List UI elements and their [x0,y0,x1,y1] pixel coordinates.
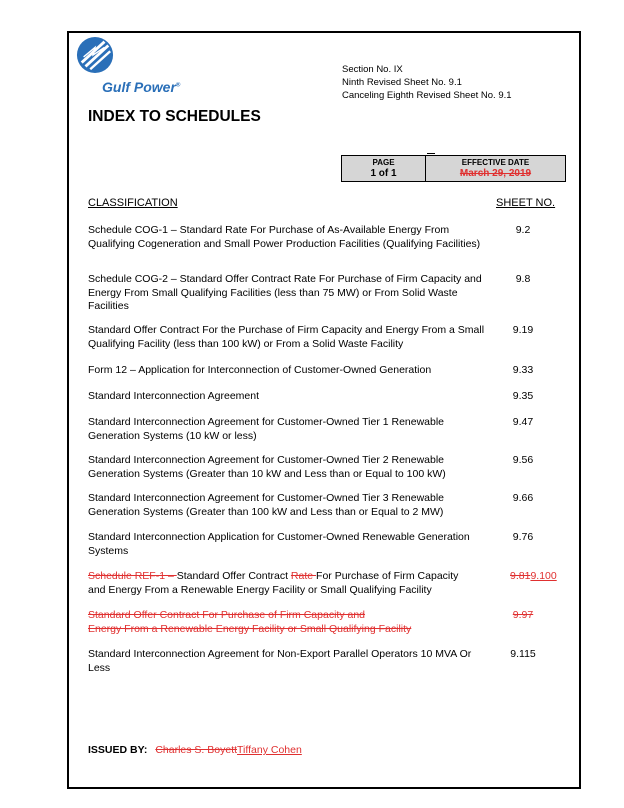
page-title: INDEX TO SCHEDULES [88,108,261,125]
gulf-power-logo-icon [76,36,114,74]
entry-sheet: 9.56 [512,454,534,466]
entry-sheet: 9.115 [510,648,536,660]
page-value: 1 of 1 [370,168,397,179]
revised-sheet: Ninth Revised Sheet No. 9.1 [342,77,462,88]
deleted-sheet-number: 9.81 [510,570,531,582]
page-label: PAGE [372,158,395,167]
entry-sheet: 9.35 [512,390,534,402]
entry-sheet: 9.19 [512,324,534,336]
inserted-sheet-number: 9.100 [530,570,557,582]
deleted-line: Energy From a Renewable Energy Facility or Small Qualifying Facility [88,622,412,635]
entry-sheet: 9.2 [515,224,531,236]
entry-text: Standard Interconnection Application for Customer-Owned Renewable Generation Systems [88,531,470,557]
issued-by-label: ISSUED BY: [88,744,148,756]
revised-entry-text [88,570,488,597]
entry-sheet: 9.66 [512,492,534,504]
section-info [342,63,512,102]
entry-sheet: 9.76 [512,531,534,543]
entry-sheet: 9.33 [512,364,534,376]
issued-by [88,744,302,756]
deleted-text: Schedule REF-1 – [88,570,177,582]
brand-name: Gulf Power® [102,79,181,95]
entry-sheet: 9.47 [512,416,534,428]
deleted-entry-text [88,609,488,636]
entry-text: Standard Offer Contract For the Purchase of Firm Capacity and Energy From a Small Qualifying Facility (less than 100 kW) or From a Solid Waste Facility [88,324,485,350]
entry-text: Schedule COG-1 – Standard Rate For Purchase of As-Available Energy From Qualifying Cogeneration and Small Power Production Facilities (Qualifying Facilities) [88,224,481,250]
page-border [67,31,581,789]
effective-date-cell [426,156,565,181]
inserted-issuer: Tiffany Cohen [237,744,302,756]
effective-date-deleted: March 29, 2019 [459,168,532,179]
deleted-issuer: Charles S. Boyett [155,744,238,756]
box-tick-mark [427,153,435,154]
kept-text: and Energy From a Renewable Energy Facility or Small Qualifying Facility [88,583,432,596]
deleted-text: Rate [290,570,317,582]
page-cell [342,156,426,181]
entry-text: Standard Interconnection Agreement [88,390,260,402]
entry-sheet: 9.8 [515,273,531,285]
section-number: Section No. IX [342,64,403,75]
entry-text: Standard Interconnection Agreement for Customer-Owned Tier 2 Renewable Generation Systems (Greater than 10 kW and Less than or Equal to 100 kW) [88,454,446,480]
entry-text: Standard Interconnection Agreement for Customer-Owned Tier 1 Renewable Generation Systems (10 kW or less) [88,416,445,442]
deleted-entry-sheet: 9.97 [512,609,534,621]
entry-text: Standard Interconnection Agreement for Non-Export Parallel Operators 10 MVA Or Less [88,648,472,674]
kept-text: Standard Offer Contract [176,570,291,582]
entry-text: Form 12 – Application for Interconnection of Customer-Owned Generation [88,364,432,376]
sheet-no-header: SHEET NO. [496,197,556,209]
deleted-line: Standard Offer Contract For Purchase of Firm Capacity and [88,609,366,621]
kept-text: For Purchase of Firm Capacity [316,570,459,582]
canceling-sheet: Canceling Eighth Revised Sheet No. 9.1 [342,90,512,101]
gulf-power-logo [72,36,181,98]
classification-header: CLASSIFICATION [88,197,178,209]
entry-text: Standard Interconnection Agreement for Customer-Owned Tier 3 Renewable Generation Systems (Greater than 100 kW and Less than or Equal to 2 MW) [88,492,445,518]
effective-date-label: EFFECTIVE DATE [461,158,530,167]
revised-entry-sheet [510,570,580,584]
entry-text: Schedule COG-2 – Standard Offer Contract Rate For Purchase of Firm Capacity and Energy From Small Qualifying Facilities (less than 75 MW) or From Solid Waste Facilities [88,273,482,312]
page-effective-box [341,155,566,182]
